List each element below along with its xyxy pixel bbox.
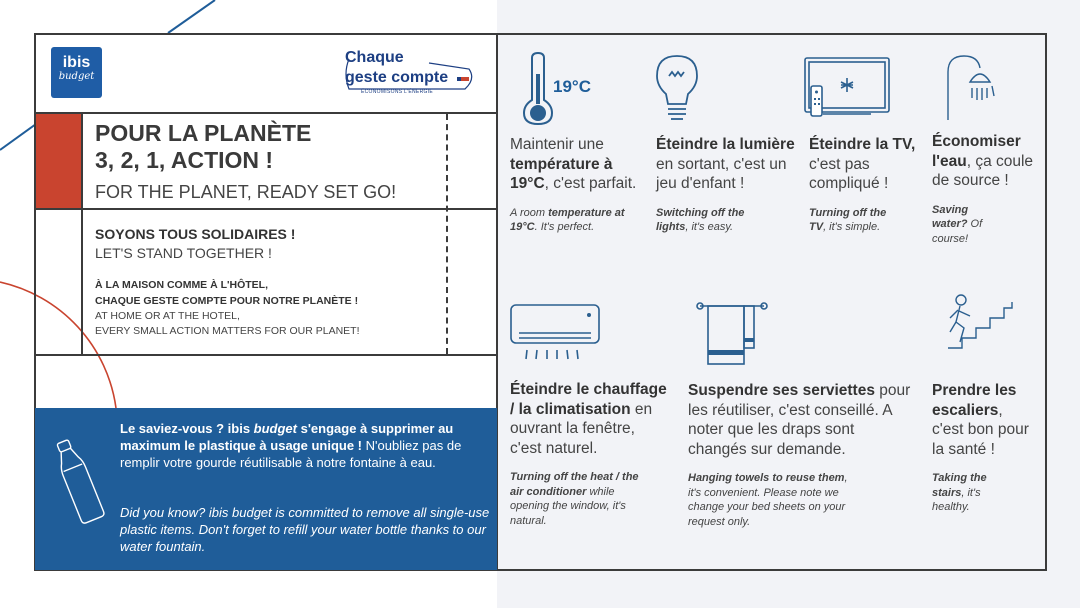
lightbulb-icon <box>655 54 699 124</box>
shower-icon <box>944 54 1000 120</box>
text-bold: Économiser l'eau <box>932 133 1021 170</box>
text-line: À LA MAISON COMME À L'HÔTEL, <box>95 279 269 291</box>
page-title <box>95 120 311 174</box>
text-line: EVERY SMALL ACTION MATTERS FOR OUR PLANET! <box>95 325 360 337</box>
tip-heating <box>510 380 670 528</box>
solidarity-heading-en: LET'S STAND TOGETHER ! <box>95 245 272 261</box>
divider <box>34 208 498 210</box>
water-bottle-icon <box>54 436 106 524</box>
tip-text-fr <box>688 381 913 459</box>
text-bold: Le saviez-vous ? ibis <box>120 421 254 436</box>
title-line: 3, 2, 1, ACTION ! <box>95 147 274 173</box>
tip-towels <box>688 381 913 529</box>
page-subtitle: FOR THE PLANET, READY SET GO! <box>95 182 397 202</box>
logo-text: Chaque <box>345 49 404 66</box>
home-hotel-fr <box>95 277 358 309</box>
tip-lights <box>656 135 796 235</box>
text-bold: Éteindre la lumière <box>656 136 795 153</box>
chaque-geste-compte-logo <box>339 49 477 97</box>
logo-text: budget <box>58 71 95 82</box>
tip-water <box>932 132 1040 246</box>
tip-text-en <box>932 471 1002 515</box>
did-you-know-en: Did you know? ibis budget is committed to remove all single-use plastic items. Don't forget to refill your water bottle thanks to our water fountain. <box>120 505 490 554</box>
thermometer-icon <box>522 52 554 126</box>
divider <box>81 112 83 355</box>
text-bold: s'engage à supprimer au maximum le plastique à usage unique ! <box>120 421 454 453</box>
text-bold: Éteindre le chauffage / la climatisation <box>510 381 667 418</box>
tip-text-en <box>510 206 650 235</box>
text-bold: Turning off the TV <box>809 206 887 233</box>
dashed-divider <box>446 114 448 354</box>
home-hotel-en <box>95 309 360 339</box>
tv-icon <box>803 56 891 120</box>
divider <box>34 112 498 114</box>
tip-text-fr <box>809 135 919 194</box>
text: en sortant, c'est un jeu d'enfant ! <box>656 155 787 192</box>
solidarity-heading-fr: SOYONS TOUS SOLIDAIRES ! <box>95 226 296 242</box>
ibis-budget-logo <box>51 47 102 98</box>
text-bold: Éteindre la TV, <box>809 136 916 153</box>
text-bold: Suspendre ses serviettes <box>688 382 875 399</box>
logo-text: geste compte <box>345 69 449 86</box>
tip-tv <box>809 135 919 235</box>
tip-text-en <box>656 206 756 235</box>
text-bold: temperature at 19°C <box>510 206 625 233</box>
tip-text-en <box>688 471 860 529</box>
tip-text-en <box>932 203 1002 247</box>
text-bold: Saving water? <box>932 203 969 230</box>
tip-text-fr <box>932 132 1040 191</box>
text-bold: Hanging towels to reuse them <box>688 472 845 484</box>
tip-temperature <box>510 135 650 235</box>
divider <box>34 354 498 356</box>
text-line: CHAQUE GESTE COMPTE POUR NOTRE PLANÈTE ! <box>95 295 359 307</box>
text: en ouvrant la fenêtre, c'est naturel. <box>510 400 653 457</box>
tip-text-fr <box>510 380 670 458</box>
text: , c'est bon pour la santé ! <box>932 401 1029 458</box>
temperature-label: 19°C <box>553 77 591 96</box>
title-line: POUR LA PLANÈTE <box>95 120 312 146</box>
text: , it's simple. <box>823 221 881 233</box>
did-you-know-fr <box>120 420 490 471</box>
text-bold: Switching off the lights <box>656 206 745 233</box>
text: Of course! <box>932 218 983 245</box>
towel-icon <box>696 300 768 368</box>
tip-text-en <box>510 470 645 528</box>
text-bold-italic: budget <box>253 421 297 436</box>
text: N'oubliez pas de remplir votre gourde réutilisable à notre fontaine à eau. <box>120 438 462 470</box>
tip-text-fr <box>932 381 1036 459</box>
text-line: AT HOME OR AT THE HOTEL, <box>95 310 240 322</box>
tip-text-en <box>809 206 889 235</box>
red-accent-block <box>36 114 81 208</box>
text-bold: température à 19°C <box>510 155 613 192</box>
text: , ça coule de source ! <box>932 152 1034 189</box>
text: , c'est parfait. <box>544 175 637 192</box>
air-conditioner-icon <box>509 303 601 365</box>
logo-tagline: ÉCONOMISONS L'ÉNERGIE <box>361 89 433 95</box>
tip-text-fr <box>656 135 796 194</box>
tip-text-fr <box>510 135 650 194</box>
text-bold: Prendre les escaliers <box>932 382 1017 419</box>
text: , it's easy. <box>685 221 734 233</box>
stairs-icon <box>944 294 1014 350</box>
text-bold: Turning off the heat / the air conditioner <box>510 471 639 498</box>
text: pour les réutiliser, c'est conseillé. A noter que les draps sont changés sur demande. <box>688 382 911 458</box>
text: Maintenir une <box>510 136 604 153</box>
text: c'est pas compliqué ! <box>809 155 889 192</box>
text: A room <box>510 206 549 219</box>
text-bold: Taking the stairs <box>932 472 987 499</box>
tip-stairs <box>932 381 1036 515</box>
logo-text: ibis <box>62 54 91 71</box>
text: , it's healthy. <box>932 486 981 513</box>
text: . It's perfect. <box>534 221 595 233</box>
text: while opening the window, it's natural. <box>510 485 626 527</box>
text: , it's convenient. Please note we change your bed sheets on your request only. <box>688 472 848 528</box>
